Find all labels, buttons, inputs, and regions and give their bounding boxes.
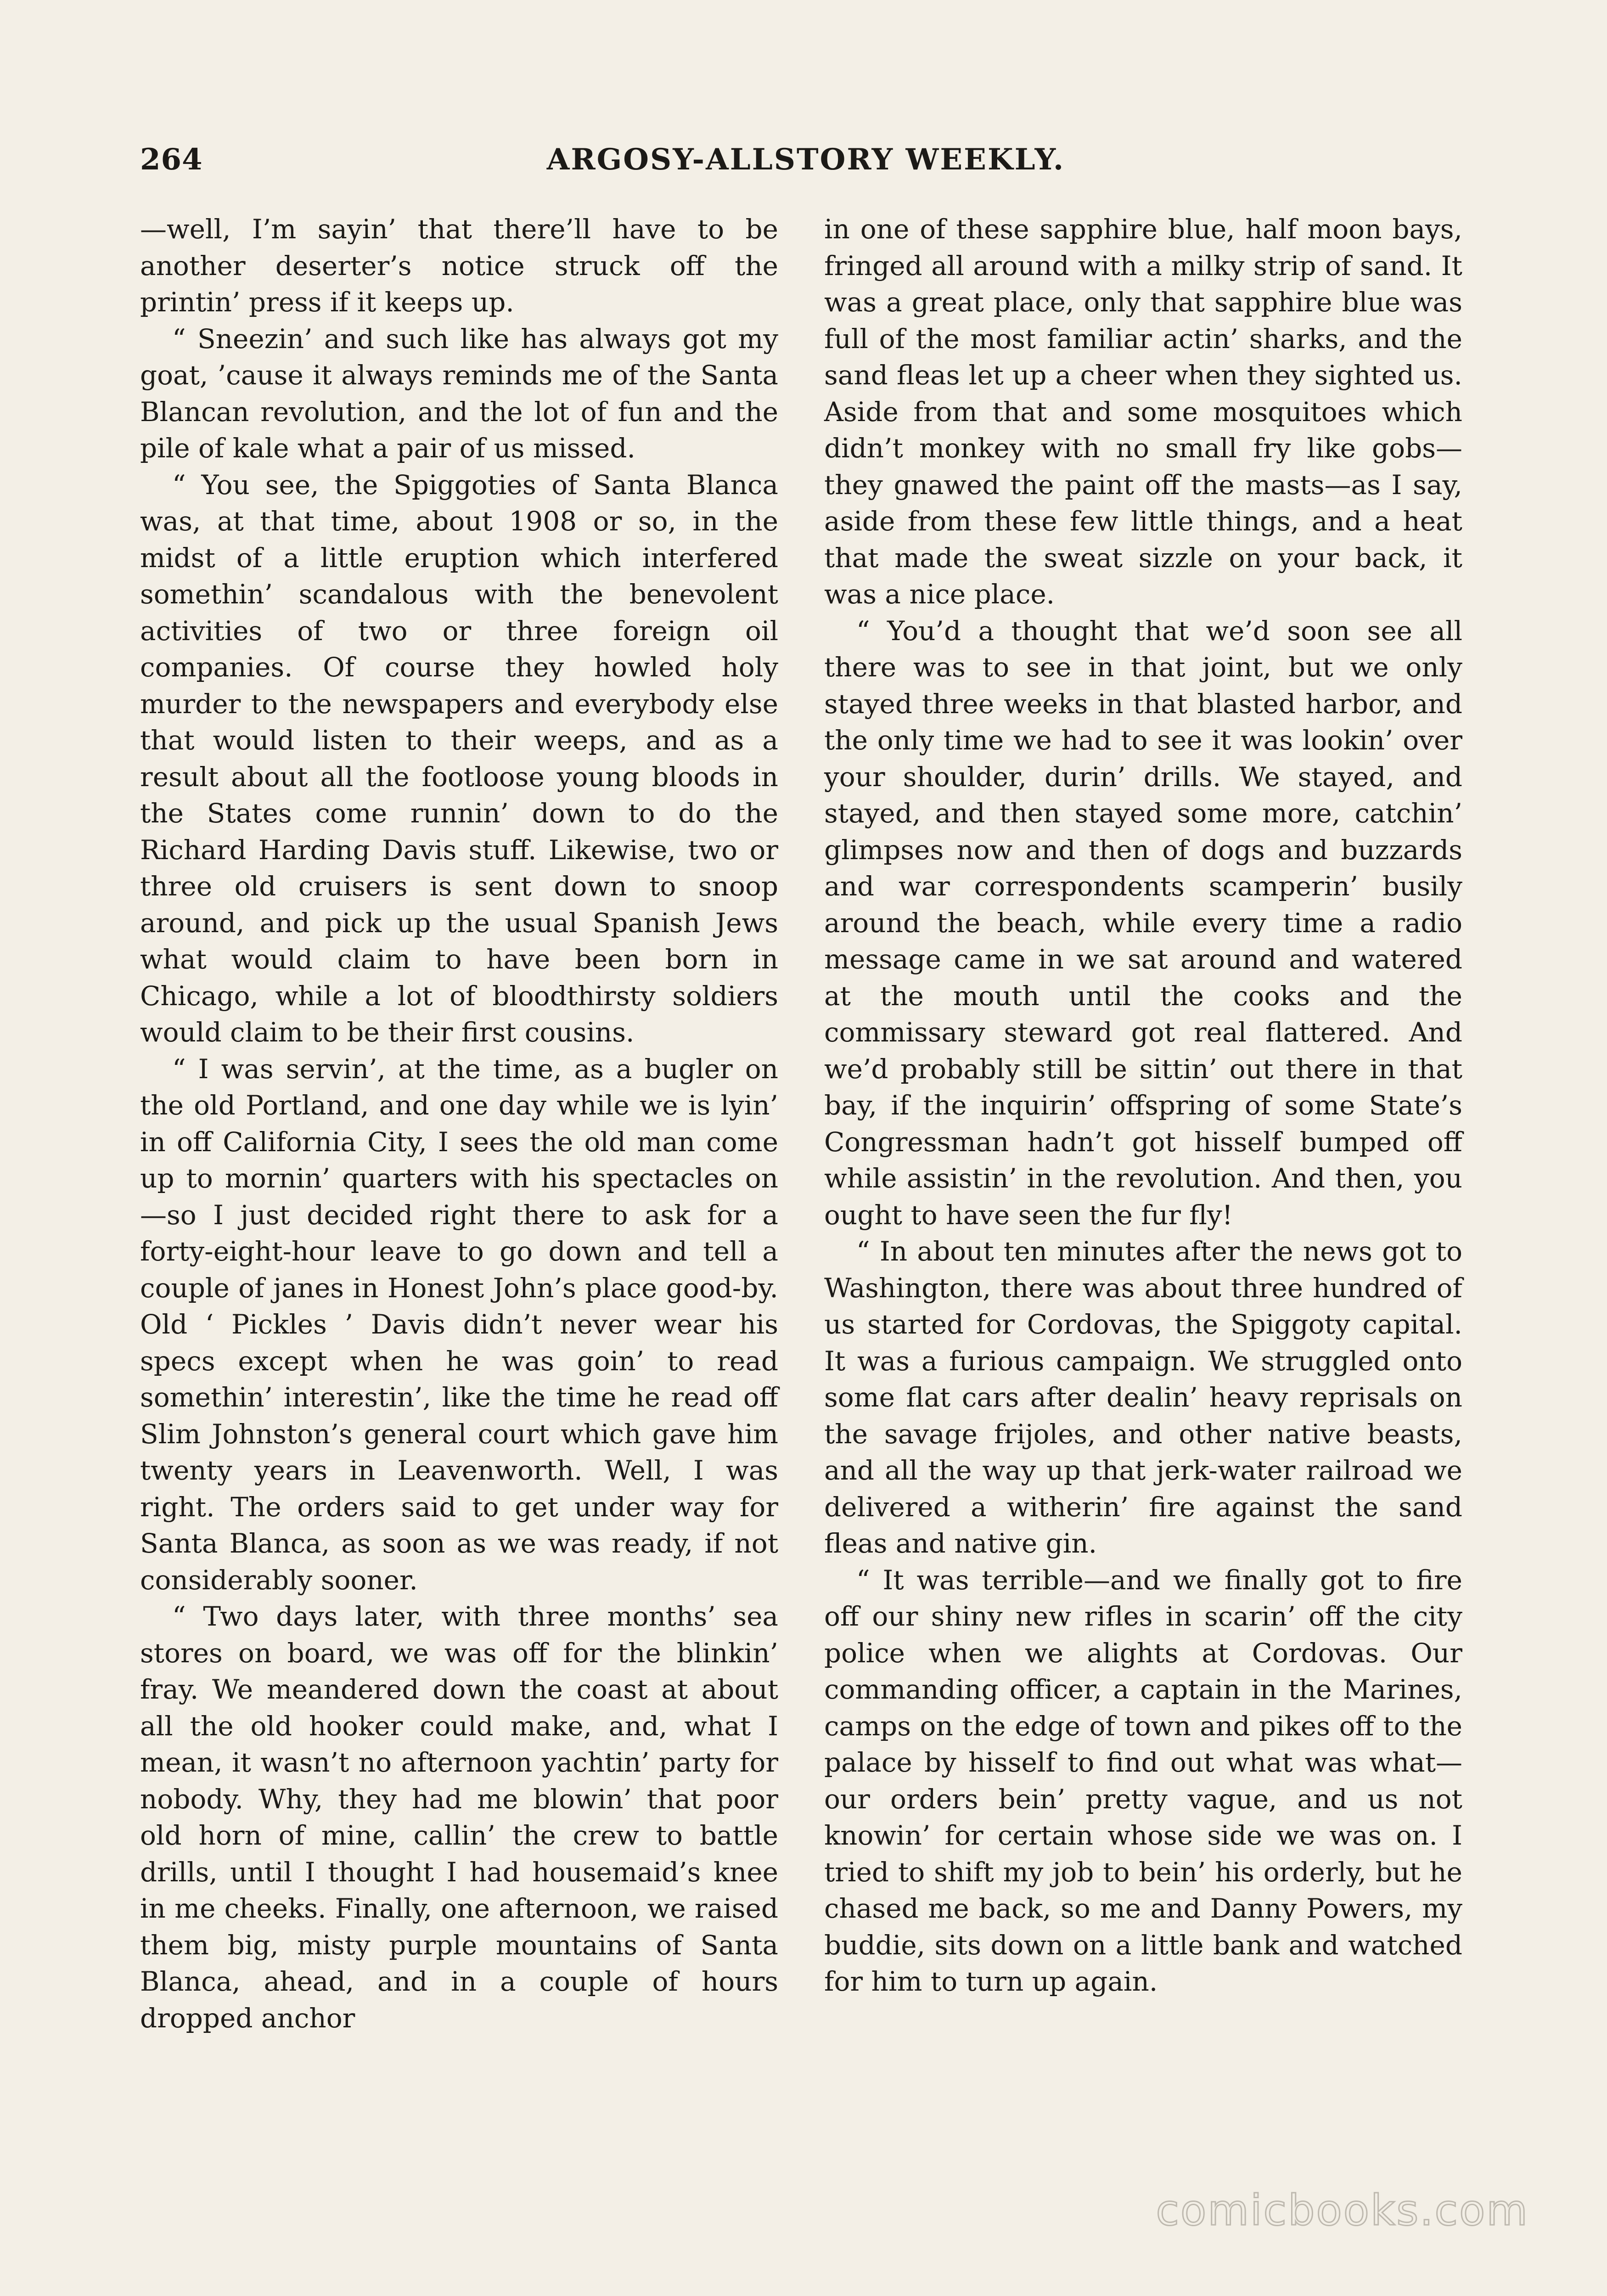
left-column xyxy=(140,211,778,2037)
paragraph: “ It was terrible—and we finally got to fire off our shiny new rifles in scarin’ off the city police when we alights at Cordovas. Our commanding officer, a captain in the Marines, camps on the edge of town and pikes off to the palace by hisself to find out what was what—our orders bein’ pretty vague, and us not knowin’ for certain whose side we was on. I tried to shift my job to bein’ his orderly, but he chased me back, so me and Danny Powers, my buddie, sits down on a little bank and watched for him to turn up again. xyxy=(824,1564,1462,1997)
paragraph: “ Two days later, with three months’ sea stores on board, we was off for the blinkin’ fray. We meandered down the coast at about all the old hooker could make, and, what I mean, it wasn’t no afternoon yachtin’ party for nobody. Why, they had me blowin’ that poor old horn of mine, callin’ the crew to battle drills, until I thought I had housemaid’s knee in me cheeks. Finally, one afternoon, we raised them big, misty purple mountains of Santa Blanca, ahead, and in a couple of hours dropped anchor xyxy=(140,1601,778,2034)
paragraph: —well, I’m sayin’ that there’ll have to be another deserter’s notice struck off the printin’ press if it keeps up. xyxy=(140,214,778,318)
paragraph: “ Sneezin’ and such like has always got my goat, ’cause it always reminds me of the Santa Blancan revolution, and the lot of fun and the pile of kale what a pair of us missed. xyxy=(140,323,778,464)
paragraph: “ You’d a thought that we’d soon see all there was to see in that joint, but we only stayed three weeks in that blasted harbor, and the only time we had to see it was lookin’ over your shoulder, durin’ drills. We stayed, and stayed, and then stayed some more, catchin’ glimpses now and then of dogs and buzzards and war correspondents scamperin’ busily around the beach, while every time a radio message came in we sat around and watered at the mouth until the cooks and the commissary steward got real flattered. And we’d probably still be sittin’ out there in that bay, if the inquirin’ offspring of some State’s Congressman hadn’t got hisself bumped off while assistin’ in the revolution. And then, you ought to have seen the fur fly! xyxy=(824,615,1462,1231)
paragraph: “ You see, the Spiggoties of Santa Blanca was, at that time, about 1908 or so, in the midst of a little eruption which interfered somethin’ scandalous with the benevolent activities of two or three foreign oil companies. Of course they howled holy murder to the newspapers and everybody else that would listen to their weeps, and as a result about all the footloose young bloods in the States come runnin’ down to do the Richard Harding Davis stuff. Likewise, two or three old cruisers is sent down to snoop around, and pick up the usual Spanish Jews what would claim to have been born in Chicago, while a lot of bloodthirsty soldiers would claim to be their first cousins. xyxy=(140,469,778,1048)
paragraph: “ I was servin’, at the time, as a bugler on the old Portland, and one day while we is lyin’ in off California City, I sees the old man come up to mornin’ quarters with his spectacles on—so I just decided right there to ask for a forty-eight-hour leave to go down and tell a couple of janes in Honest John’s place good-by. Old ‘ Pickles ’ Davis didn’t never wear his specs except when he was goin’ to read somethin’ interestin’, like the time he read off Slim Johnston’s general court which gave him twenty years in Leavenworth. Well, I was right. The orders said to get under way for Santa Blanca, as soon as we was ready, if not considerably sooner. xyxy=(140,1053,778,1596)
paragraph: “ In about ten minutes after the news got to Washington, there was about three hundred of us started for Cordovas, the Spiggoty capital. It was a furious campaign. We struggled onto some flat cars after dealin’ heavy reprisals on the savage frijoles, and other native beasts, and all the way up that jerk-water railroad we delivered a witherin’ fire against the sand fleas and native gin. xyxy=(824,1236,1462,1559)
paragraph: in one of these sapphire blue, half moon bays, fringed all around with a milky strip of sand. It was a great place, only that sapphire blue was full of the most familiar actin’ sharks, and the sand fleas let up a cheer when they sighted us. Aside from that and some mosquitoes which didn’t monkey with no small fry like gobs—they gnawed the paint off the masts—as I say, aside from these few little things, and a heat that made the sweat sizzle on your back, it was a nice place. xyxy=(824,214,1462,610)
running-title: ARGOSY-ALLSTORY WEEKLY. xyxy=(546,142,1065,177)
watermark: comicbooks.com xyxy=(1156,2186,1529,2235)
right-column xyxy=(824,211,1462,2000)
page-header xyxy=(140,138,1472,193)
page-number: 264 xyxy=(140,142,203,177)
